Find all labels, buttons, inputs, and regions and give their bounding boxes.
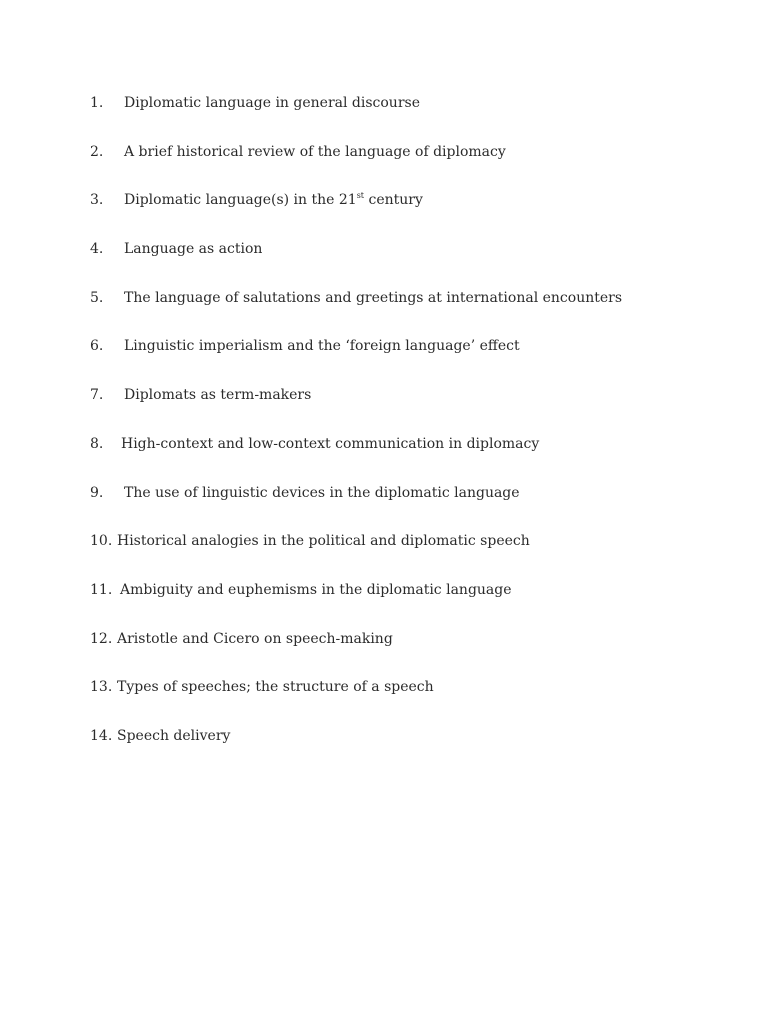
item-text <box>124 190 423 210</box>
item-text: A brief historical review of the language of diplomacy <box>124 143 506 160</box>
item-number: 9. <box>90 484 104 501</box>
item-number: 10. <box>90 533 113 550</box>
item-text: Language as action <box>124 241 263 258</box>
item-text: The use of linguistic devices in the diplomatic language <box>124 484 520 501</box>
item-number: 2. <box>90 143 104 160</box>
item-text: Speech delivery <box>117 727 231 744</box>
item-text: The language of salutations and greetings at international encounters <box>124 289 623 306</box>
item-text-part: century <box>364 192 423 209</box>
item-number: 8. <box>90 435 104 452</box>
item-number: 5. <box>90 289 104 306</box>
item-text-part: Diplomatic language(s) in the 21 <box>124 192 357 209</box>
item-text: Types of speeches; the structure of a speech <box>117 679 434 696</box>
item-number: 7. <box>90 387 104 404</box>
item-number: 11. <box>90 581 113 598</box>
item-number: 12. <box>90 630 113 647</box>
item-number: 3. <box>90 192 104 209</box>
item-number: 14. <box>90 727 113 744</box>
item-text: Ambiguity and euphemisms in the diplomatic language <box>120 581 512 598</box>
item-text: Linguistic imperialism and the ‘foreign language’ effect <box>124 338 520 355</box>
item-text: High-context and low-context communication in diplomacy <box>121 435 540 452</box>
ordinal-superscript: st <box>356 191 365 201</box>
item-text: Aristotle and Cicero on speech-making <box>117 630 393 647</box>
item-number: 6. <box>90 338 104 355</box>
item-number: 4. <box>90 241 104 258</box>
item-text: Diplomatic language in general discourse <box>124 95 420 111</box>
item-text: Historical analogies in the political and diplomatic speech <box>117 533 530 550</box>
item-text: Diplomats as term-makers <box>124 387 312 404</box>
item-number: 13. <box>90 679 113 696</box>
item-number: 1. <box>90 95 104 111</box>
